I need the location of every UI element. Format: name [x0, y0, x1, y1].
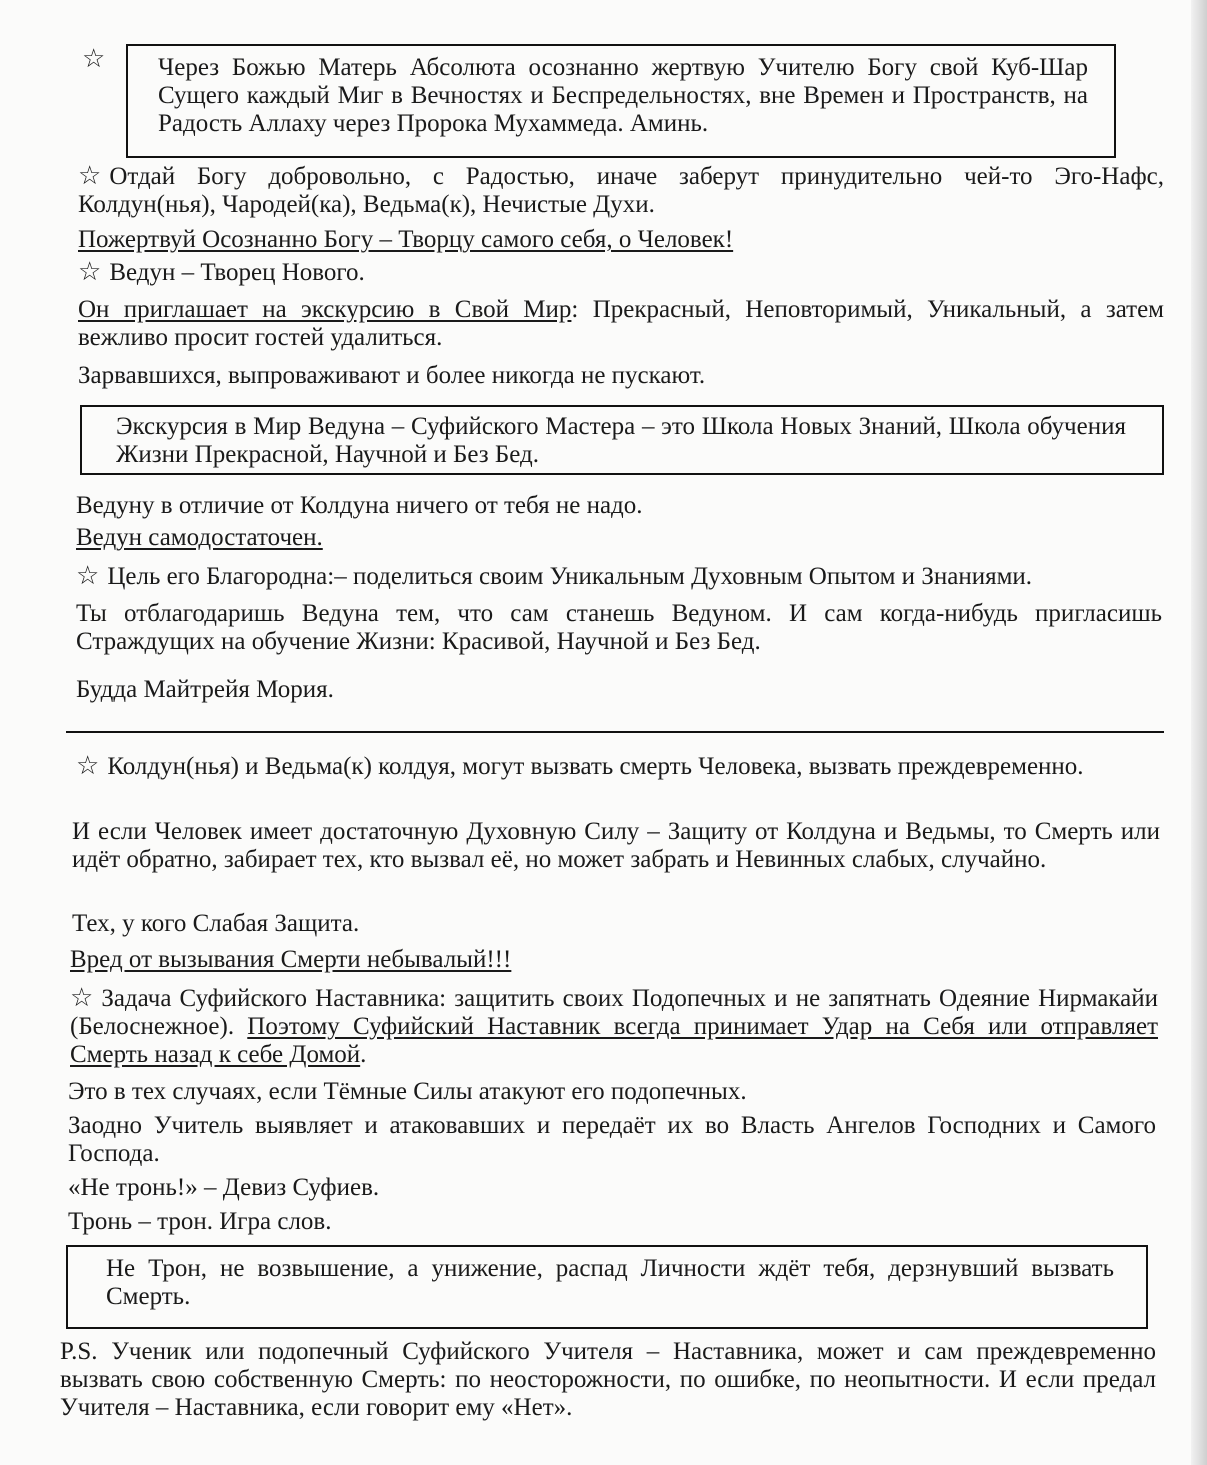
paragraph: ☆ Ведун – Творец Нового.	[78, 257, 365, 286]
star-icon: ☆	[78, 257, 102, 286]
star-icon: ☆	[76, 561, 100, 590]
underlined-paragraph: Пожертвуй Осознанно Богу – Творцу самого себя, о Человек!	[78, 226, 734, 253]
underlined-paragraph: Ведун самодостаточен.	[76, 524, 323, 551]
star-icon: ☆	[78, 161, 102, 190]
paragraph: Ты отблагодаришь Ведуна тем, что сам станешь Ведуном. И сам когда-нибудь пригласишь Страждущих на обучение Жизни: Красивой, Научной и Без Бед.	[76, 600, 1162, 655]
paragraph: Заодно Учитель выявляет и атаковавших и передаёт их во Власть Ангелов Господних и Самого Господа.	[68, 1112, 1156, 1167]
paragraph: Это в тех случаях, если Тёмные Силы атакуют его подопечных.	[68, 1078, 747, 1105]
paragraph: ☆ Задача Суфийского Наставника: защитить своих Подопечных и не запятнать Одеяние Нирмакайи (Белоснежное). Поэтому Суфийский Наставник всегда принимает Удар на Себя или отправляет Смерть назад к себе Домой.	[70, 983, 1158, 1068]
star-icon: ☆	[82, 44, 106, 73]
paragraph: Тех, у кого Слабая Защита.	[72, 910, 360, 937]
paragraph: Зарвавшихся, выпроваживают и более никогда не пускают.	[78, 362, 706, 389]
boxed-prayer-text: Через Божью Матерь Абсолюта осознанно жертвую Учителю Богу свой Куб-Шар Сущего каждый Миг в Вечностях и Беспредельностях, вне Времен и Пространств, на Радость Аллаху через Пророка Мухаммеда. Аминь.	[158, 54, 1088, 137]
paragraph: Ведуну в отличие от Колдуна ничего от тебя не надо.	[76, 492, 643, 519]
postscript: P.S. Ученик или подопечный Суфийского Учителя – Наставника, может и сам преждевременно вызвать свою собственную Смерть: по неосторожности, по ошибке, по неопытности. И если предал Учителя – Наставника, если говорит ему «Нет».	[60, 1338, 1156, 1421]
divider-line	[66, 731, 1164, 733]
boxed-statement	[80, 405, 1164, 475]
boxed-statement-text: Экскурсия в Мир Ведуна – Суфийского Мастера – это Школа Новых Знаний, Школа обучения Жизни Прекрасной, Научной и Без Бед.	[116, 413, 1126, 468]
paragraph: Тронь – трон. Игра слов.	[68, 1208, 332, 1235]
paragraph: ☆ Цель его Благородна:– поделиться своим Уникальным Духовным Опытом и Знаниями.	[76, 561, 1033, 590]
paragraph: «Не тронь!» – Девиз Суфиев.	[68, 1174, 380, 1201]
boxed-warning	[66, 1245, 1148, 1329]
paragraph: ☆ Колдун(нья) и Ведьма(к) колдуя, могут вызвать смерть Человека, вызвать преждевременно.	[76, 751, 1084, 780]
star-icon: ☆	[76, 751, 100, 780]
page-edge-shadow	[1191, 0, 1207, 1465]
star-icon: ☆	[70, 983, 94, 1012]
boxed-warning-text: Не Трон, не возвышение, а унижение, распад Личности ждёт тебя, дерзнувший вызвать Смерть.	[106, 1255, 1114, 1310]
paragraph: ☆ Отдай Богу добровольно, с Радостью, иначе заберут принудительно чей-то Эго-Нафс, Колдун(нья), Чародей(ка), Ведьма(к), Нечистые Духи.	[78, 161, 1164, 218]
boxed-prayer	[126, 44, 1116, 158]
paragraph: Он приглашает на экскурсию в Свой Мир: Прекрасный, Неповторимый, Уникальный, а затем вежливо просит гостей удалиться.	[78, 296, 1164, 351]
paragraph: И если Человек имеет достаточную Духовную Силу – Защиту от Колдуна и Ведьмы, то Смерть или идёт обратно, забирает тех, кто вызвал её, но может забрать и Невинных слабых, случайно.	[72, 818, 1160, 873]
signature-line: Будда Майтрейя Мория.	[76, 676, 334, 703]
underlined-paragraph: Вред от вызывания Смерти небывалый!!!	[70, 946, 512, 973]
